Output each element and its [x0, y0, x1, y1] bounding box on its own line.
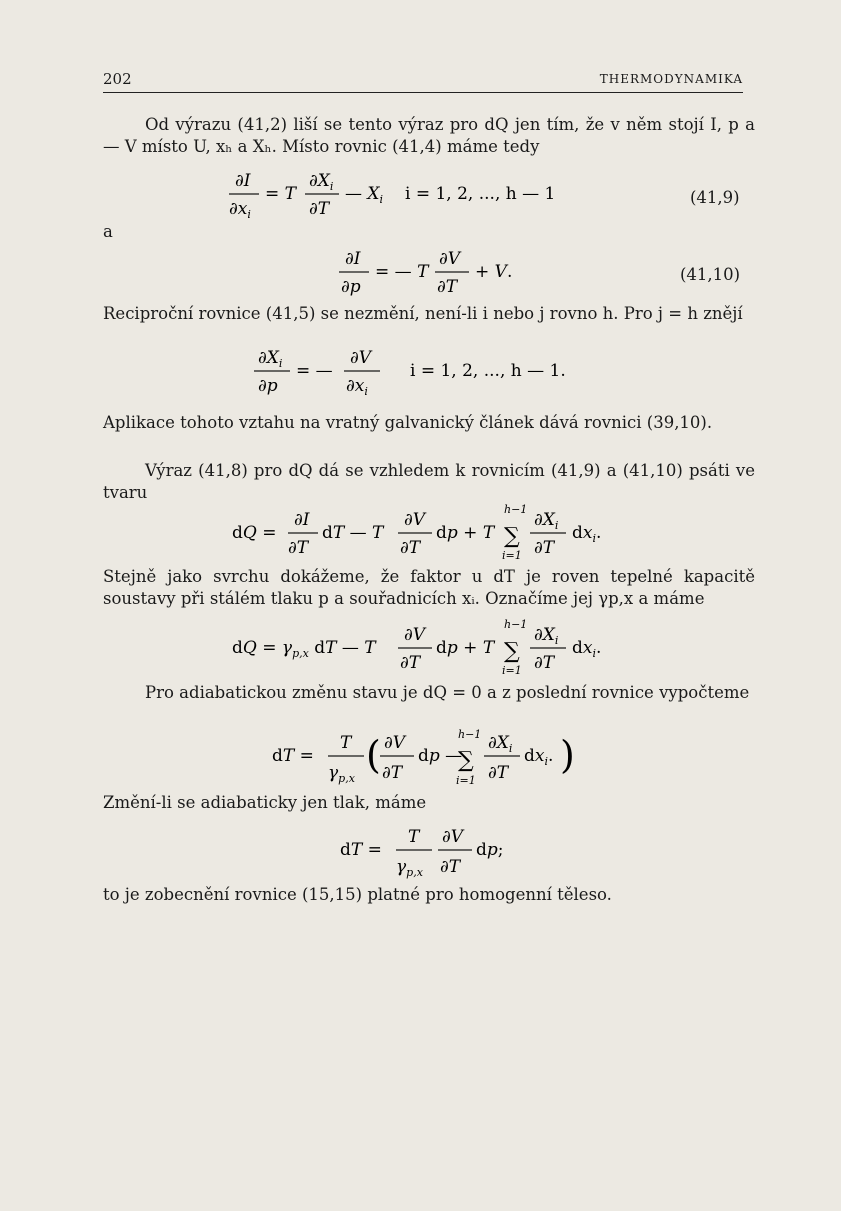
eq-label-41-9: (41,9) — [690, 188, 740, 207]
svg-text:— Xi: — $X_i$ — [345, 184, 384, 206]
svg-text:∂p: ∂p — [341, 277, 361, 297]
page-header — [103, 66, 743, 93]
svg-text:∂Xi: $\partial X_i$ — [488, 733, 513, 755]
dt1-sum-lower: i=1 — [456, 774, 476, 787]
svg-text:dT =: dT = — [272, 746, 314, 766]
svg-text:∂p: ∂p — [258, 376, 278, 396]
equation-reciprocal — [250, 345, 610, 405]
paragraph-1: Od výrazu (41,2) liší se tento výraz pro dQ jen tím, že v něm stojí I, p a — V místo U, xₕ a Xₕ. Místo rovnic (41,4) máme tedy — [103, 115, 755, 156]
svg-text:T: T — [340, 733, 352, 753]
svg-text:∂T: ∂T — [440, 857, 461, 877]
paragraph-6: Pro adiabatickou změnu stavu je dQ = 0 a z poslední rovnice vypočteme — [145, 683, 750, 702]
svg-text:∂T: ∂T — [309, 199, 330, 219]
equation-dt-1 — [272, 728, 612, 790]
paragraph-4: Výraz (41,8) pro dQ dá se vzhledem k rovnicím (41,9) a (41,10) psáti ve tvaru — [103, 461, 755, 502]
svg-text:∂V: ∂V — [442, 827, 464, 847]
svg-text:∑: ∑ — [504, 524, 520, 549]
svg-text:= — T: = — T — [375, 262, 429, 282]
svg-text:= T: = T — [265, 184, 296, 204]
svg-text:∂Xi: $\partial X_i$ — [258, 348, 283, 370]
svg-text:dp + T: dp + T — [436, 523, 495, 543]
dq2-sum-lower: i=1 — [502, 664, 522, 677]
paragraph-3: Aplikace tohoto vztahu na vratný galvanický článek dává rovnici (39,10). — [103, 413, 713, 432]
page-number: 202 — [103, 70, 132, 88]
dq1-sum-upper: h−1 — [504, 503, 528, 516]
svg-text:dQ = γp,x dT — T: dQ = $\gamma_{p,x}$ dT — T — [232, 638, 376, 660]
dq1-sum-lower: i=1 — [502, 549, 522, 562]
svg-text:(: ( — [366, 733, 381, 777]
svg-text:∂T: ∂T — [534, 653, 555, 673]
svg-text:∂Xi: $\partial X_i$ — [534, 625, 559, 647]
svg-text:∂T: ∂T — [400, 538, 421, 558]
svg-text:): ) — [560, 733, 575, 777]
running-title: THERMODYNAMIKA — [599, 72, 743, 86]
svg-text:∂xi: $\partial x_i$ — [229, 199, 251, 221]
dq2-sum-upper: h−1 — [504, 618, 528, 631]
svg-text:∂I: ∂I — [345, 249, 361, 269]
svg-text:∂T: ∂T — [288, 538, 309, 558]
svg-text:dp + T: dp + T — [436, 638, 495, 658]
equation-dq-2 — [232, 618, 652, 680]
svg-text:∂Xi: $\partial X_i$ — [534, 510, 559, 532]
svg-text:∂T: ∂T — [382, 763, 403, 783]
svg-text:∂I: ∂I — [235, 171, 251, 191]
svg-text:γp,x: $\gamma_{p,x}$ — [396, 857, 423, 879]
paragraph-7: Změní-li se adiabaticky jen tlak, máme — [103, 793, 427, 812]
paragraph-2: Reciproční rovnice (41,5) se nezmění, není-li i nebo j rovno h. Pro j = h znějí — [103, 304, 743, 323]
svg-text:∂T: ∂T — [400, 653, 421, 673]
svg-text:dxi.: $dx_i$. — [572, 638, 602, 660]
svg-text:∂T: ∂T — [534, 538, 555, 558]
svg-text:∑: ∑ — [458, 748, 474, 773]
svg-text:∂T: ∂T — [437, 277, 458, 297]
eq-label-41-10: (41,10) — [680, 265, 741, 284]
svg-text:= —: = — — [296, 361, 333, 381]
svg-text:dxi.: $dx_i$. — [524, 746, 554, 768]
paragraph-5: Stejně jako svrchu dokážeme, že faktor u dT je roven tepelné kapacitě soustavy při stálém tlaku p a souřadnicích xᵢ. Označíme jej γp,x a máme — [103, 567, 755, 608]
svg-text:∂V: ∂V — [439, 249, 461, 269]
svg-text:γp,x: $\gamma_{p,x}$ — [328, 763, 355, 785]
svg-text:∂V: ∂V — [404, 625, 426, 645]
svg-text:dQ =: dQ = — [232, 523, 277, 543]
svg-text:∂Xi: $\partial X_i$ — [309, 171, 334, 193]
eq-recip-index-range: i = 1, 2, ..., h — 1. — [410, 361, 566, 381]
svg-text:dT =: dT = — [340, 840, 382, 860]
svg-text:dp;: dp; — [476, 840, 504, 860]
svg-text:∂xi: $\partial x_i$ — [346, 376, 368, 398]
svg-text:dp —: dp — — [418, 746, 463, 766]
svg-text:∂V: ∂V — [384, 733, 406, 753]
svg-text:∂T: ∂T — [488, 763, 509, 783]
eq-41-9-index-range: i = 1, 2, ..., h — 1 — [405, 184, 556, 204]
paragraph-8: to je zobecnění rovnice (15,15) platné pro homogenní těleso. — [103, 885, 612, 904]
svg-text:T: T — [408, 827, 420, 847]
equation-41-9 — [225, 168, 575, 228]
svg-text:dxi.: $dx_i$. — [572, 523, 602, 545]
svg-text:∂V: ∂V — [404, 510, 426, 530]
svg-text:dT — T: dT — T — [322, 523, 384, 543]
svg-text:+ V.: + V. — [475, 262, 513, 282]
equation-dq-1 — [232, 503, 652, 565]
equation-dt-2 — [340, 822, 540, 884]
svg-text:∑: ∑ — [504, 639, 520, 664]
dt1-sum-upper: h−1 — [458, 728, 482, 741]
svg-text:∂I: ∂I — [294, 510, 310, 530]
and-word: a — [103, 222, 113, 241]
svg-text:∂V: ∂V — [350, 348, 372, 368]
equation-41-10 — [335, 246, 535, 306]
